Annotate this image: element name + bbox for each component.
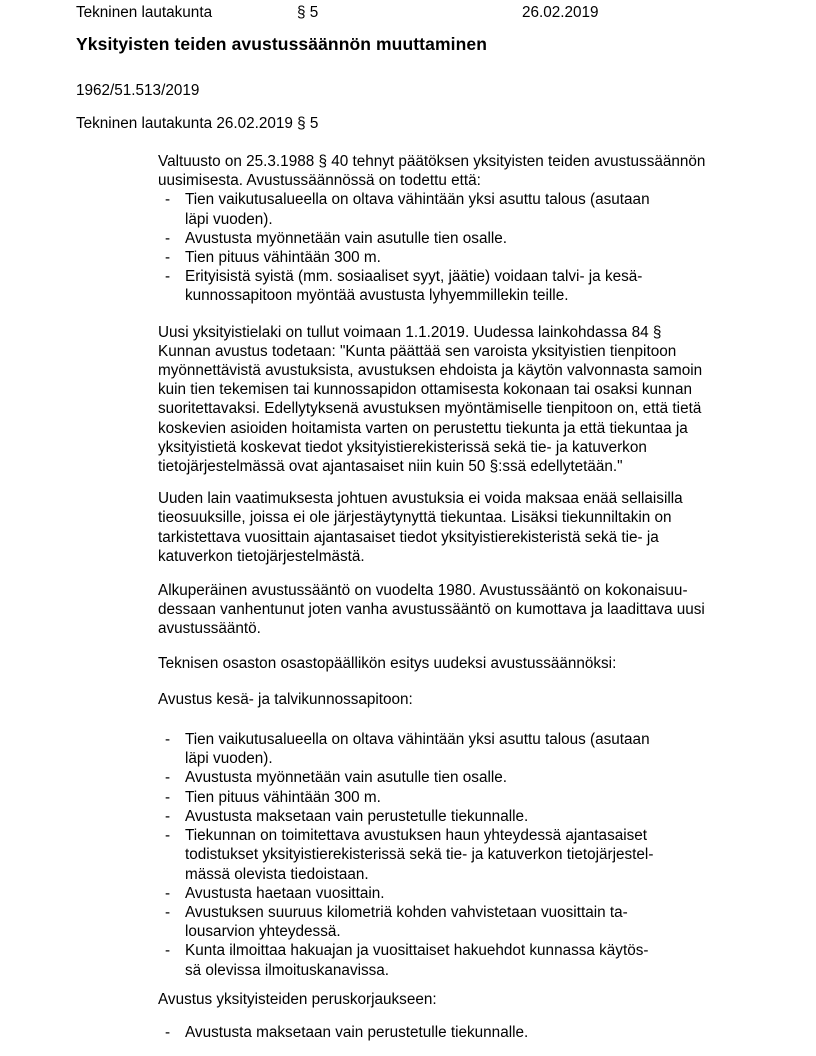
bullet-item <box>158 1023 768 1042</box>
header-section-number: § 5 <box>297 4 319 21</box>
text-line: suoritettavaksi. Edellytyksenä avustuksen myöntämiselle tienpitoon on, että tietä <box>158 400 702 418</box>
case-number: 1962/51.513/2019 <box>76 82 200 99</box>
text-line: Uusi yksityistielaki on tullut voimaan 1.1.2019. Uudessa lainkohdassa 84 § <box>158 323 662 341</box>
bullet-item <box>158 788 768 807</box>
page-header <box>0 4 816 23</box>
paragraph-new-law <box>158 323 768 477</box>
bullet-marker: - <box>165 191 171 209</box>
bullet-item <box>158 248 768 267</box>
text-line: läpi vuoden). <box>185 210 273 228</box>
paragraph-proposal-intro <box>158 654 768 673</box>
bullet-item <box>158 826 768 884</box>
text-line: avustussääntö. <box>158 620 261 638</box>
header-date: 26.02.2019 <box>522 4 599 21</box>
text-line: Tiekunnan on toimitettava avustuksen haun yhteydessä ajantasaiset <box>185 827 648 845</box>
text-line: dessaan vanhentunut joten vanha avustussääntö on kumottava ja laadittava uusi <box>158 601 705 619</box>
text-line: Kunnan avustus todetaan: "Kunta päättää sen varoista yksityistien tienpitoon <box>158 342 677 360</box>
text-line: Avustusta maksetaan vain perustetulle tiekunnalle. <box>185 807 529 825</box>
bullet-item <box>158 730 768 768</box>
text-line: Tien pituus vähintään 300 m. <box>185 788 381 806</box>
bullet-item <box>158 941 768 979</box>
bullet-marker: - <box>165 827 171 845</box>
header-committee: Tekninen lautakunta <box>76 4 213 21</box>
text-line: lousarvion yhteydessä. <box>185 923 341 941</box>
text-line: Tien pituus vähintään 300 m. <box>185 249 381 267</box>
page-title: Yksityisten teiden avustussäännön muuttaminen <box>76 34 487 54</box>
text-line: koskevien asioiden hoitamista varten on perustettu tiekunta ja että tiekuntaa ja <box>158 419 688 437</box>
bullet-item <box>158 807 768 826</box>
bullet-marker: - <box>165 903 171 921</box>
text-line: Avustus kesä- ja talvikunnossapitoon: <box>158 690 413 708</box>
text-line: kuin tien tekemisen tai kunnossapidon ottamisesta kokonaan tai osaksi kunnan <box>158 381 693 399</box>
bullet-marker: - <box>165 731 171 749</box>
bullet-marker: - <box>165 249 171 267</box>
bullet-marker: - <box>165 769 171 787</box>
text-line: Tien vaikutusalueella on oltava vähintään yksi asuttu talous (asutaan <box>185 191 650 209</box>
bullet-list-old-rules <box>158 190 768 305</box>
paragraph-requirement <box>158 489 768 566</box>
text-line: Tien vaikutusalueella on oltava vähintään yksi asuttu talous (asutaan <box>185 731 650 749</box>
text-line: Avustusta myönnetään vain asutulle tien osalle. <box>185 229 508 247</box>
bullet-item <box>158 768 768 787</box>
text-line: Avustus yksityisteiden peruskorjaukseen: <box>158 990 437 1008</box>
text-line: Erityisistä syistä (mm. sosiaaliset syyt, jäätie) voidaan talvi- ja kesä- <box>185 268 643 286</box>
paragraph-intro <box>158 152 768 190</box>
text-line: Teknisen osaston osastopäällikön esitys uudeksi avustussäännöksi: <box>158 654 617 672</box>
text-line: sä olevissa ilmoituskanavissa. <box>185 961 390 979</box>
bullet-marker: - <box>165 807 171 825</box>
paragraph-old-rule-outdated <box>158 581 768 639</box>
bullet-item <box>158 267 768 305</box>
text-line: kunnossapitoon myöntää avustusta lyhyemmillekin teille. <box>185 287 569 305</box>
text-line: tarkistettava vuosittain ajantasaiset tiedot yksityistierekisteristä sekä tie- ja <box>158 528 659 546</box>
text-line: tietojärjestelmässä ovat ajantasaiset niin kuin 50 §:ssä edellytetään." <box>158 458 623 476</box>
bullet-list-maintenance <box>158 730 768 980</box>
text-line: Avustusta haetaan vuosittain. <box>185 884 385 902</box>
text-line: tieosuuksille, joissa ei ole järjestäytynyttä tiekuntaa. Lisäksi tiekunniltakin on <box>158 509 672 527</box>
text-line: Kunta ilmoittaa hakuajan ja vuosittaiset hakuehdot kunnassa käytös- <box>185 942 649 960</box>
bullet-marker: - <box>165 884 171 902</box>
text-line: uusimisesta. Avustussäännössä on todettu että: <box>158 172 481 190</box>
text-line: myönnettävistä avustuksista, avustuksen ehdoista ja käytön valvonnasta samoin <box>158 362 703 380</box>
bullet-item <box>158 884 768 903</box>
bullet-marker: - <box>165 268 171 286</box>
meeting-reference: Tekninen lautakunta 26.02.2019 § 5 <box>76 115 319 132</box>
bullet-marker: - <box>165 942 171 960</box>
document-body <box>158 152 768 1042</box>
paragraph-maintenance-heading <box>158 690 768 709</box>
bullet-marker: - <box>165 788 171 806</box>
text-line: Avustusta myönnetään vain asutulle tien osalle. <box>185 769 508 787</box>
text-line: Uuden lain vaatimuksesta johtuen avustuksia ei voida maksaa enää sellaisilla <box>158 490 683 508</box>
bullet-marker: - <box>165 1023 171 1041</box>
bullet-item <box>158 229 768 248</box>
text-line: mässä olevista tiedoistaan. <box>185 865 369 883</box>
bullet-list-renovation <box>158 1023 768 1042</box>
text-line: Alkuperäinen avustussääntö on vuodelta 1980. Avustussääntö on kokonaisuu- <box>158 582 688 600</box>
bullet-item <box>158 903 768 941</box>
text-line: Valtuusto on 25.3.1988 § 40 tehnyt päätöksen yksityisten teiden avustussäännön <box>158 153 706 170</box>
bullet-marker: - <box>165 229 171 247</box>
text-line: Avustuksen suuruus kilometriä kohden vahvistetaan vuosittain ta- <box>185 903 628 921</box>
paragraph-renovation-heading <box>158 990 768 1009</box>
text-line: läpi vuoden). <box>185 750 273 768</box>
text-line: yksityistietä koskevat tiedot yksityistierekisterissä sekä tie- ja katuverkon <box>158 438 647 456</box>
text-line: Avustusta maksetaan vain perustetulle tiekunnalle. <box>185 1023 529 1041</box>
text-line: todistukset yksityistierekisterissä sekä tie- ja katuverkon tietojärjestel- <box>185 846 654 864</box>
text-line: katuverkon tietojärjestelmästä. <box>158 547 365 565</box>
bullet-item <box>158 190 768 228</box>
